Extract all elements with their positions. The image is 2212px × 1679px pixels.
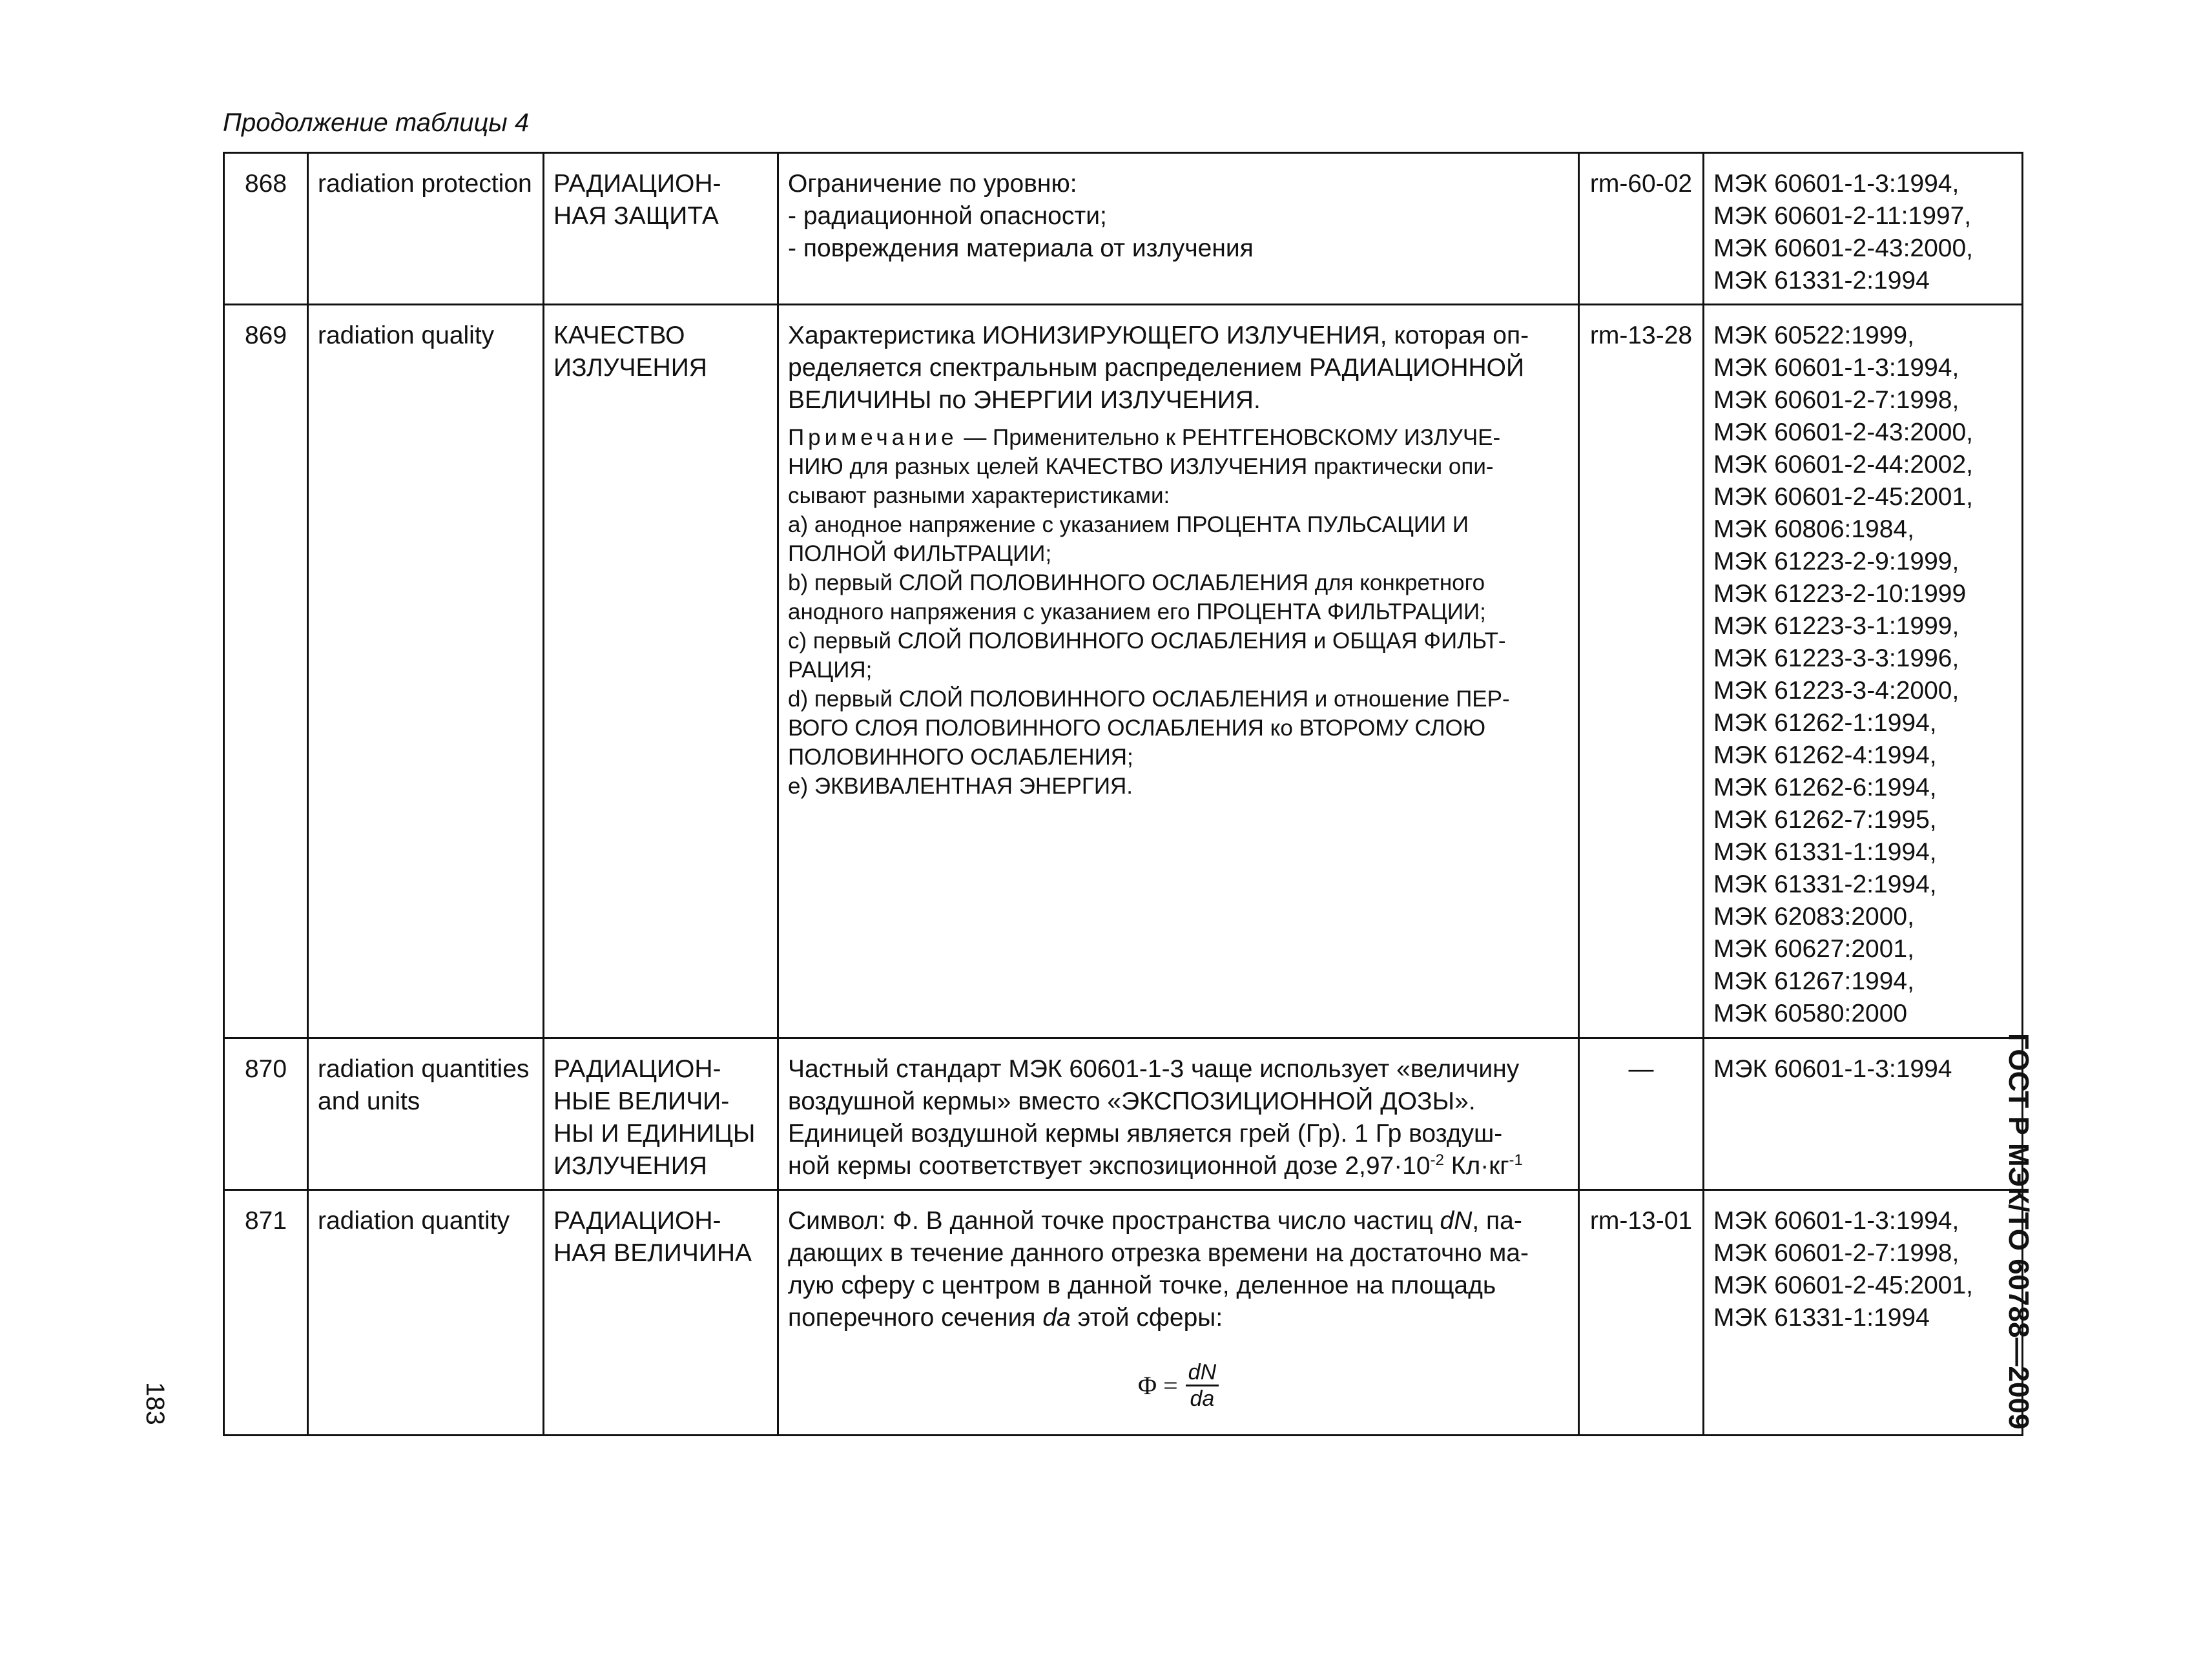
term-standards: МЭК 60601-1-3:1994, МЭК 60601-2-11:1997, МЭК 60601-2-43:2000, МЭК 61331-2:1994 — [1704, 153, 2023, 305]
table-caption: Продолжение таблицы 4 — [223, 108, 530, 137]
definition-note: Примечание — Применительно к РЕНТГЕНОВСКОМУ ИЗЛУЧЕ- НИЮ для разных целей КАЧЕСТВО ИЗЛУЧЕНИЯ практически опи- сывают разными характеристиками: а) анодное напряжение с указанием ПРОЦЕНТА ПУЛЬСАЦИИ И ПОЛНОЙ ФИЛЬТРАЦИИ; b) первый СЛОЙ ПОЛОВИННОГО ОСЛАБЛЕНИЯ для конкретного анодного напряжения с указанием его ПРОЦЕНТА ФИЛЬТРАЦИИ; с) первый СЛОЙ ПОЛОВИННОГО ОСЛАБЛЕНИЯ и ОБЩАЯ ФИЛЬТ- РАЦИЯ; d) первый СЛОЙ ПОЛОВИННОГО ОСЛАБЛЕНИЯ и отношение ПЕР- ВОГО СЛОЯ ПОЛОВИННОГО ОСЛАБЛЕНИЯ ко ВТОРОМУ СЛОЮ ПОЛОВИННОГО ОСЛАБЛЕНИЯ; е) ЭКВИВАЛЕНТНАЯ ЭНЕРГИЯ. — [788, 425, 1510, 799]
term-number: 868 — [224, 153, 308, 305]
term-english: radiation quantity — [308, 1190, 544, 1436]
term-english: radiation protection — [308, 153, 544, 305]
term-definition: Ограничение по уровню: - радиационной опасности; - повреждения материала от излучения — [778, 153, 1579, 305]
term-standards: МЭК 60522:1999, МЭК 60601-1-3:1994, МЭК 60601-2-7:1998, МЭК 60601-2-43:2000, МЭК 60601-2-44:2002, МЭК 60601-2-45:2001, МЭК 60806:1984, МЭК 61223-2-9:1999, МЭК 61223-2-10:1999 МЭК 61223-3-1:1999, МЭК 61223-3-3:1996, МЭК 61223-3-4:2000, МЭК 61262-1:1994, МЭК 61262-4:1994, МЭК 61262-6:1994, МЭК 61262-7:1995, МЭК 61331-1:1994, МЭК 61331-2:1994, МЭК 62083:2000, МЭК 60627:2001, МЭК 61267:1994, МЭК 60580:2000 — [1704, 305, 2023, 1038]
term-russian: РАДИАЦИОН- НАЯ ЗАЩИТА — [544, 153, 778, 305]
note-label: Примечание — [788, 425, 958, 450]
term-definition: Частный стандарт МЭК 60601-1-3 чаще использует «величину воздушной кермы» вместо «ЭКСПОЗИЦИОННОЙ ДОЗЫ». Единицей воздушной кермы является грей (Гр). 1 Гр воздуш- ной кермы соответствует экспозиционной дозе $2,97\cdot 10^{-2}$ $Кл\cdot кг^{-1}$ — [778, 1038, 1579, 1190]
flux-formula: Φ = $\frac{dN}{da}$ — [788, 1360, 1569, 1411]
term-number: 870 — [224, 1038, 308, 1190]
term-russian: РАДИАЦИОН- НЫЕ ВЕЛИЧИ- НЫ И ЕДИНИЦЫ ИЗЛУЧЕНИЯ — [544, 1038, 778, 1190]
term-russian: КАЧЕСТВО ИЗЛУЧЕНИЯ — [544, 305, 778, 1038]
document-side-title: ГОСТ Р МЭК/ТО 60788—2009 — [2003, 1033, 2034, 1430]
term-number: 871 — [224, 1190, 308, 1436]
term-reference: rm-13-28 — [1579, 305, 1704, 1038]
term-reference: rm-13-01 — [1579, 1190, 1704, 1436]
term-number: 869 — [224, 305, 308, 1038]
term-russian: РАДИАЦИОН- НАЯ ВЕЛИЧИНА — [544, 1190, 778, 1436]
term-english: radiation quality — [308, 305, 544, 1038]
term-standards: МЭК 60601-1-3:1994, МЭК 60601-2-7:1998, МЭК 60601-2-45:2001, МЭК 61331-1:1994 — [1704, 1190, 2023, 1436]
terms-table — [223, 152, 2023, 1436]
term-reference: — — [1579, 1038, 1704, 1190]
term-english: radiation quantities and units — [308, 1038, 544, 1190]
term-standards: МЭК 60601-1-3:1994 — [1704, 1038, 2023, 1190]
term-definition: Символ: Ф. В данной точке пространства число частиц dN, па- дающих в течение данного отрезка времени на достаточно ма- лую сферу с центром в данной точке, деленное на площадь поперечного сечения da этой сферы: Φ = $\frac{dN}{da}$ — [778, 1190, 1579, 1436]
table-row — [224, 1190, 2023, 1436]
page-number: 183 — [141, 1382, 169, 1425]
table-row — [224, 153, 2023, 305]
term-reference: rm-60-02 — [1579, 153, 1704, 305]
term-definition: Характеристика ИОНИЗИРУЮЩЕГО ИЗЛУЧЕНИЯ, которая оп- ределяется спектральным распределением РАДИАЦИОННОЙ ВЕЛИЧИНЫ по ЭНЕРГИИ ИЗЛУЧЕНИЯ. Примечание — Применительно к РЕНТГЕНОВСКОМУ ИЗЛУЧЕ- НИЮ для разных целей КАЧЕСТВО ИЗЛУЧЕНИЯ практически опи- сывают разными характеристиками: а) анодное напряжение с указанием ПРОЦЕНТА ПУЛЬСАЦИИ И ПОЛНОЙ ФИЛЬТРАЦИИ; b) первый СЛОЙ ПОЛОВИННОГО ОСЛАБЛЕНИЯ для конкретного анодного напряжения с указанием его ПРОЦЕНТА ФИЛЬТРАЦИИ; с) первый СЛОЙ ПОЛОВИННОГО ОСЛАБЛЕНИЯ и ОБЩАЯ ФИЛЬТ- РАЦИЯ; d) первый СЛОЙ ПОЛОВИННОГО ОСЛАБЛЕНИЯ и отношение ПЕР- ВОГО СЛОЯ ПОЛОВИННОГО ОСЛАБЛЕНИЯ ко ВТОРОМУ СЛОЮ ПОЛОВИННОГО ОСЛАБЛЕНИЯ; е) ЭКВИВАЛЕНТНАЯ ЭНЕРГИЯ. — [778, 305, 1579, 1038]
table-row — [224, 305, 2023, 1038]
table-row — [224, 1038, 2023, 1190]
